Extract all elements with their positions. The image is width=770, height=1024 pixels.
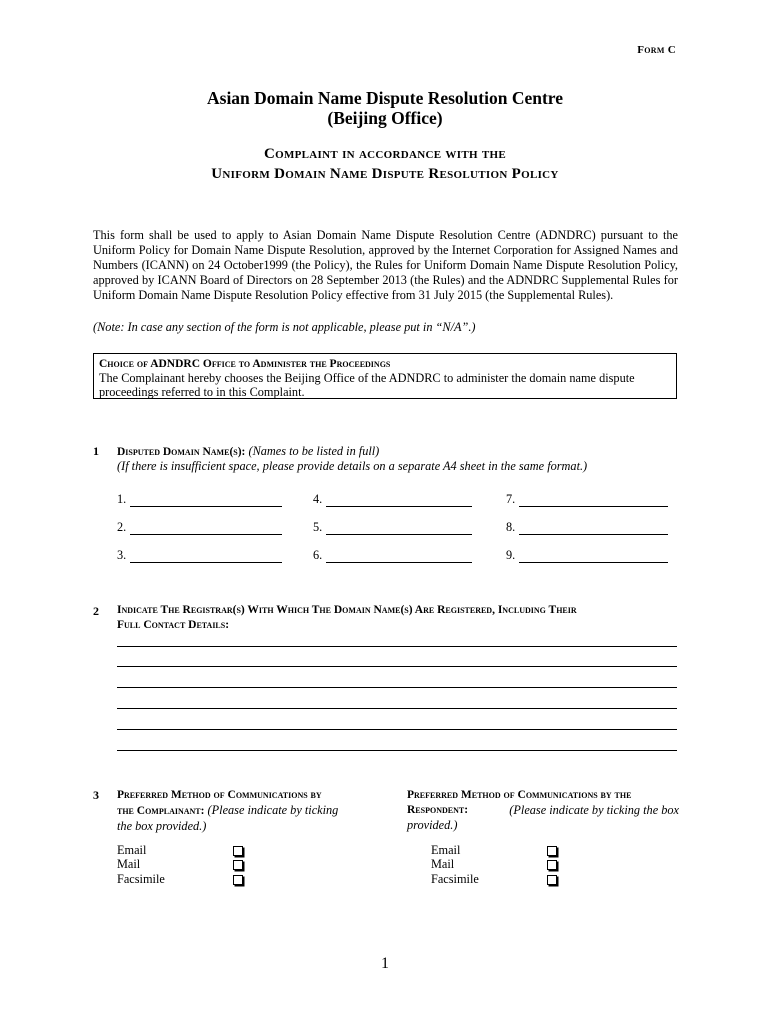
domain-name-label-2: 2.	[117, 520, 127, 534]
domain-name-line-1[interactable]	[130, 494, 282, 507]
complainant-note-line2: the box provided.)	[117, 819, 207, 833]
section-1-heading-note: (Names to be listed in full)	[248, 444, 380, 458]
section-1-header	[117, 444, 379, 460]
domain-name-label-3: 3.	[117, 548, 127, 562]
domain-name-field-9[interactable]	[506, 548, 668, 563]
complainant-label: the Complainant:	[117, 805, 205, 817]
complaint-heading-line1: Complaint in accordance with the	[263, 146, 506, 162]
domain-name-line-6[interactable]	[326, 550, 472, 563]
complainant-note: (Please indicate by ticking	[207, 803, 339, 817]
section-1-heading: Disputed Domain Name(s):	[117, 446, 246, 458]
domain-name-label-9: 9.	[506, 548, 516, 562]
intro-paragraph: This form shall be used to apply to Asian Domain Name Dispute Resolution Centre (ADNDRC) pursuant to the Uniform Policy for Domain Name Dispute Resolution, approved by the Internet Corporation for Assigned Names and Numbers (ICANN) on 24 October1999 (the Policy), the Rules for Uniform Domain Name Dispute Resolution Policy, approved by ICANN Board of Directors on 28 September 2013 (the Rules) and the ADNDRC Supplemental Rules for Uniform Domain Name Dispute Resolution Policy effective from 31 July 2015 (the Supplemental Rules).	[93, 228, 678, 302]
office-choice-title: Choice of ADNDRC Office to Administer the Proceedings	[99, 358, 391, 370]
domain-name-label-1: 1.	[117, 492, 127, 506]
domain-name-label-6: 6.	[313, 548, 323, 562]
domain-name-field-8[interactable]	[506, 520, 668, 535]
domain-name-label-5: 5.	[313, 520, 323, 534]
domain-name-line-8[interactable]	[519, 522, 668, 535]
domain-name-label-8: 8.	[506, 520, 516, 534]
respondent-facsimile-label: Facsimile	[431, 872, 479, 886]
domain-name-line-7[interactable]	[519, 494, 668, 507]
registrar-line-5[interactable]	[117, 729, 677, 730]
complainant-mail-label: Mail	[117, 857, 141, 871]
respondent-method-heading-line2	[407, 803, 679, 818]
registrar-line-1[interactable]	[117, 646, 677, 647]
complainant-mail-checkbox[interactable]	[233, 860, 243, 870]
domain-name-line-5[interactable]	[326, 522, 472, 535]
office-choice-text: The Complainant hereby chooses the Beijing Office of the ADNDRC to administer the domain name dispute proceedings referred to in this Complaint.	[99, 371, 635, 399]
intro-note: (Note: In case any section of the form is not applicable, please put in “N/A”.)	[93, 320, 476, 334]
respondent-note: (Please indicate by ticking the box	[509, 803, 679, 817]
respondent-email-label: Email	[431, 843, 461, 857]
section-1-number: 1	[93, 444, 99, 458]
respondent-facsimile-checkbox[interactable]	[547, 875, 557, 885]
registrar-line-2[interactable]	[117, 666, 677, 667]
page-number: 1	[381, 955, 389, 972]
complainant-method-heading-line2	[117, 803, 367, 819]
section-2-heading-line1: Indicate The Registrar(s) With Which The Domain Name(s) Are Registered, Including Their	[117, 604, 577, 616]
section-2-number: 2	[93, 604, 99, 618]
page-title: Asian Domain Name Dispute Resolution Centre	[207, 88, 563, 108]
domain-name-label-7: 7.	[506, 492, 516, 506]
respondent-mail-label: Mail	[431, 857, 455, 871]
domain-name-line-9[interactable]	[519, 550, 668, 563]
respondent-mail-checkbox[interactable]	[547, 860, 557, 870]
domain-name-field-2[interactable]	[117, 520, 282, 535]
section-2-heading-line2: Full Contact Details:	[117, 619, 230, 631]
respondent-method-heading: Preferred Method of Communications by the	[407, 789, 632, 801]
respondent-email-checkbox[interactable]	[547, 846, 557, 856]
domain-name-label-4: 4.	[313, 492, 323, 506]
domain-name-line-2[interactable]	[130, 522, 282, 535]
domain-name-field-1[interactable]	[117, 492, 282, 507]
section-3-number: 3	[93, 788, 99, 802]
section-1-note: (If there is insufficient space, please provide details on a separate A4 sheet in the same format.)	[117, 459, 588, 473]
domain-name-field-5[interactable]	[313, 520, 472, 535]
complainant-facsimile-label: Facsimile	[117, 872, 165, 886]
domain-name-field-7[interactable]	[506, 492, 668, 507]
domain-name-field-3[interactable]	[117, 548, 282, 563]
domain-name-line-4[interactable]	[326, 494, 472, 507]
complainant-method-block	[117, 788, 367, 834]
form-label: Form C	[637, 44, 676, 56]
domain-name-line-3[interactable]	[130, 550, 282, 563]
registrar-line-6[interactable]	[117, 750, 677, 751]
office-choice-box	[93, 353, 677, 399]
complainant-facsimile-checkbox[interactable]	[233, 875, 243, 885]
domain-name-field-4[interactable]	[313, 492, 472, 507]
complainant-method-heading: Preferred Method of Communications by	[117, 789, 322, 801]
respondent-label: Respondent:	[407, 804, 469, 816]
page-subtitle-office: (Beijing Office)	[327, 108, 443, 128]
complainant-email-label: Email	[117, 843, 147, 857]
registrar-line-4[interactable]	[117, 708, 677, 709]
domain-name-field-6[interactable]	[313, 548, 472, 563]
respondent-method-block	[407, 788, 679, 833]
respondent-note-line2: provided.)	[407, 818, 458, 832]
complaint-heading-line2: Uniform Domain Name Dispute Resolution Policy	[211, 166, 559, 182]
complainant-email-checkbox[interactable]	[233, 846, 243, 856]
registrar-line-3[interactable]	[117, 687, 677, 688]
